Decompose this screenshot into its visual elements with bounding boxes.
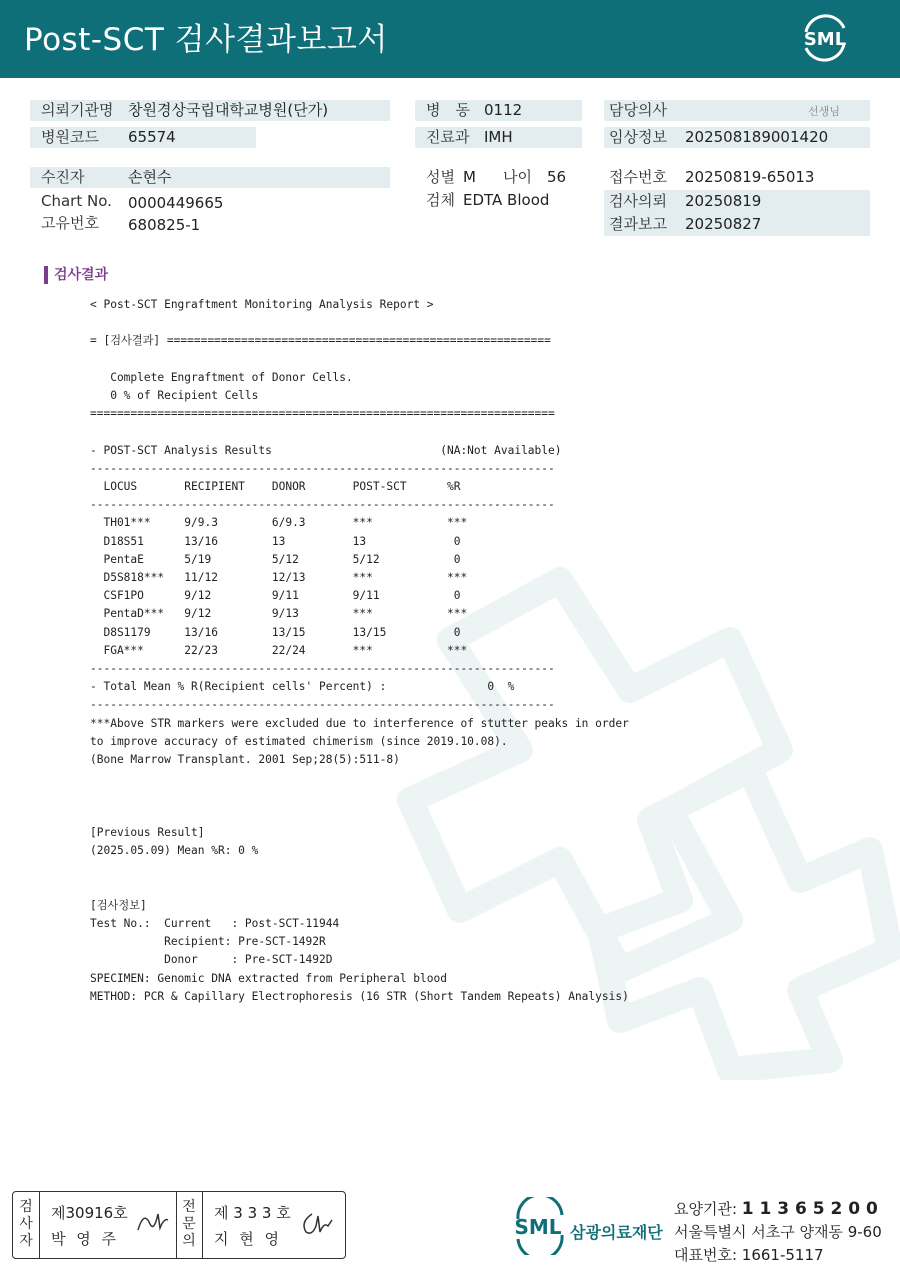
care-institution <box>674 1198 878 1219</box>
unique-no-value: 680825-1 <box>128 216 201 234</box>
sml-logo-text: SML <box>803 29 847 50</box>
sex-value: M <box>463 168 476 186</box>
foundation-name: 삼광의료재단 <box>570 1223 663 1242</box>
specialist-cell <box>202 1192 344 1258</box>
phone-number: 1661-5117 <box>741 1246 824 1264</box>
address: 서울특별시 서초구 양재동 9-60 <box>674 1223 882 1241</box>
specialist-label-cell <box>176 1192 203 1258</box>
receipt-no-label: 접수번호 <box>609 168 667 186</box>
care-institution-label: 요양기관: <box>674 1200 738 1218</box>
department-value: IMH <box>484 128 513 146</box>
specimen-label: 검체 <box>426 191 455 209</box>
report-title: Post-SCT 검사결과보고서 <box>24 22 388 58</box>
sml-logo-icon <box>796 12 854 64</box>
report-header <box>0 0 900 78</box>
receipt-no-value: 20250819-65013 <box>685 168 815 186</box>
specialist-name: 지 현 영 <box>214 1230 283 1248</box>
phone <box>674 1244 824 1265</box>
chart-no-label: Chart No. <box>41 192 112 210</box>
section-title: 검사결과 <box>44 266 108 284</box>
hospital-code-label: 병원코드 <box>41 128 99 146</box>
physician-label: 담당의사 <box>609 101 667 119</box>
ward-value: 0112 <box>484 101 523 119</box>
examiner-signature-icon <box>134 1206 172 1236</box>
department-label: 진료과 <box>426 128 470 146</box>
care-institution-no: 1 1 3 6 5 2 0 0 <box>741 1199 878 1219</box>
specialist-license: 제 3 3 3 호 <box>214 1204 291 1222</box>
age-value: 56 <box>547 168 567 186</box>
clinical-info-label: 임상정보 <box>609 128 667 146</box>
chart-no-value: 0000449665 <box>128 194 224 212</box>
clinical-info-value: 202508189001420 <box>685 128 829 146</box>
examiner-license: 제30916호 <box>51 1204 128 1222</box>
age-label: 나이 <box>503 168 532 186</box>
hospital-code-value: 65574 <box>128 128 176 146</box>
sml-foundation-logo-text: SML <box>514 1215 562 1239</box>
request-date-value: 20250819 <box>685 192 762 210</box>
examiner-cell <box>39 1192 177 1258</box>
specialist-label: 전문의 <box>182 1199 196 1249</box>
unique-no-label: 고유번호 <box>41 214 99 232</box>
examiner-label-cell <box>13 1192 40 1258</box>
physician-suffix: 선생님 <box>808 105 840 118</box>
sex-label: 성별 <box>426 168 455 186</box>
specimen-value: EDTA Blood <box>463 191 550 209</box>
institution-label: 의뢰기관명 <box>41 101 114 119</box>
examiner-label: 검사자 <box>19 1199 33 1249</box>
examinee-label: 수진자 <box>41 168 85 186</box>
report-date-value: 20250827 <box>685 215 762 233</box>
examiner-name: 박 영 주 <box>51 1230 120 1248</box>
sml-foundation-logo-icon <box>510 1197 570 1255</box>
ward-label: 병 동 <box>426 101 470 119</box>
specialist-signature-icon <box>298 1208 338 1238</box>
phone-label: 대표번호: <box>674 1246 738 1264</box>
institution-value: 창원경상국립대학교병원(단가) <box>128 101 329 119</box>
report-date-label: 결과보고 <box>609 215 667 233</box>
report-body: < Post-SCT Engraftment Monitoring Analysis Report > = [검사결과] ========================================================= Complete Engraftment of Donor Cells. 0 % of Recipient Cells ===================================================================== - POST-SCT Analysis Results (NA:Not Available) --------------------------------------------------------------------- LOCUS RECIPIENT DONOR POST-SCT %R --------------------------------------------------------------------- TH01*** 9/9.3 6/9.3 *** *** D18S51 13/16 13 13 0 PentaE 5/19 5/12 5/12 0 D5S818*** 11/12 12/13 *** *** CSF1PO 9/12 9/11 9/11 0 PentaD*** 9/12 9/13 *** *** D8S1179 13/16 13/15 13/15 0 FGA*** 22/23 22/24 *** *** --------------------------------------------------------------------- - Total Mean % R(Recipient cells' Percent) : 0 % --------------------------------------------------------------------- ***Above STR markers were excluded due to interference of stutter peaks in order to improve accuracy of estimated chimerism (since 2019.10.08). (Bone Marrow Transplant. 2001 Sep;28(5):511-8) [Previous Result] (2025.05.09) Mean %R: 0 % [검사정보] Test No.: Current : Post-SCT-11944 Recipient: Pre-SCT-1492R Donor : Pre-SCT-1492D SPECIMEN: Genomic DNA extracted from Peripheral blood METHOD: PCR & Capillary Electrophoresis (16 STR (Short Tandem Repeats) Analysis) <box>90 298 629 1003</box>
signature-box <box>12 1191 346 1259</box>
request-date-label: 검사의뢰 <box>609 192 667 210</box>
examinee-value: 손현수 <box>128 168 172 186</box>
